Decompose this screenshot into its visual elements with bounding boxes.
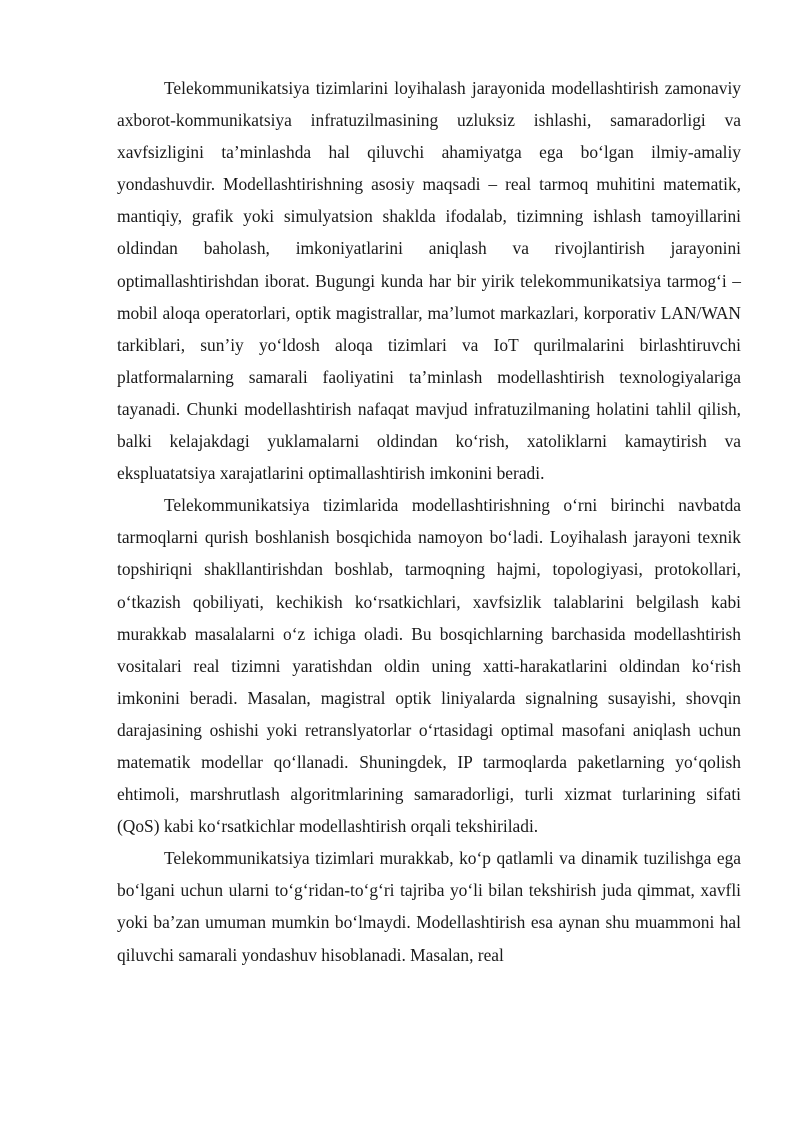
paragraph-3: Telekommunikatsiya tizimlari murakkab, ko‘p qatlamli va dinamik tuzilishga ega bo‘lgani uchun ularni to‘g‘ridan-to‘g‘ri tajriba yo‘li bilan tekshirish juda qimmat, xavfli yoki ba’zan umuman mumkin bo‘lmaydi. Modellashtirish esa aynan shu muammoni hal qiluvchi samarali yondashuv hisoblanadi. Masalan, real [117, 848, 741, 965]
paragraph-2: Telekommunikatsiya tizimlarida modellashtirishning o‘rni birinchi navbatda tarmoqlarni qurish boshlanish bosqichida namoyon bo‘ladi. Loyihalash jarayoni texnik topshiriqni shakllantirishdan boshlab, tarmoqning hajmi, topologiyasi, protokollari, o‘tkazish qobiliyati, kechikish ko‘rsatkichlari, xavfsizlik talablarini belgilash kabi murakkab masalalarni o‘z ichiga oladi. Bu bosqichlarning barchasida modellashtirish vositalari real tizimni yaratishdan oldin uning xatti-harakatlarini oldindan ko‘rish imkonini beradi. Masalan, magistral optik liniyalarda signalning susayishi, shovqin darajasining oshishi yoki retranslyatorlar o‘rtasidagi optimal masofani aniqlash uchun matematik modellar qo‘llanadi. Shuningdek, IP tarmoqlarda paketlarning yo‘qolish ehtimoli, marshrutlash algoritmlarining samaradorligi, turli xizmat turlarining sifati (QoS) kabi ko‘rsatkichlar modellashtirish orqali tekshiriladi. [117, 495, 741, 837]
body-text [117, 72, 741, 971]
paragraph-1: Telekommunikatsiya tizimlarini loyihalash jarayonida modellashtirish zamonaviy axborot-kommunikatsiya infratuzilmasining uzluksiz ishlashi, samaradorligi va xavfsizligini ta’minlashda hal qiluvchi ahamiyatga ega bo‘lgan ilmiy-amaliy yondashuvdir. Modellashtirishning asosiy maqsadi – real tarmoq muhitini matematik, mantiqiy, grafik yoki simulyatsion shaklda ifodalab, tizimning ishlash tamoyillarini oldindan baholash, imkoniyatlarini aniqlash va rivojlantirish jarayonini optimallashtirishdan iborat. Bugungi kunda har bir yirik telekommunikatsiya tarmog‘i – mobil aloqa operatorlari, optik magistrallar, ma’lumot markazlari, korporativ LAN/WAN tarkiblari, sun’iy yo‘ldosh aloqa tizimlari va IoT qurilmalarini birlashtiruvchi platformalarning samarali faoliyatini ta’minlash modellashtirish texnologiyalariga tayanadi. Chunki modellashtirish nafaqat mavjud infratuzilmaning holatini tahlil qilish, balki kelajakdagi yuklamalarni oldindan ko‘rish, xatoliklarni kamaytirish va ekspluatatsiya xarajatlarini optimallashtirish imkonini beradi. [117, 78, 741, 484]
